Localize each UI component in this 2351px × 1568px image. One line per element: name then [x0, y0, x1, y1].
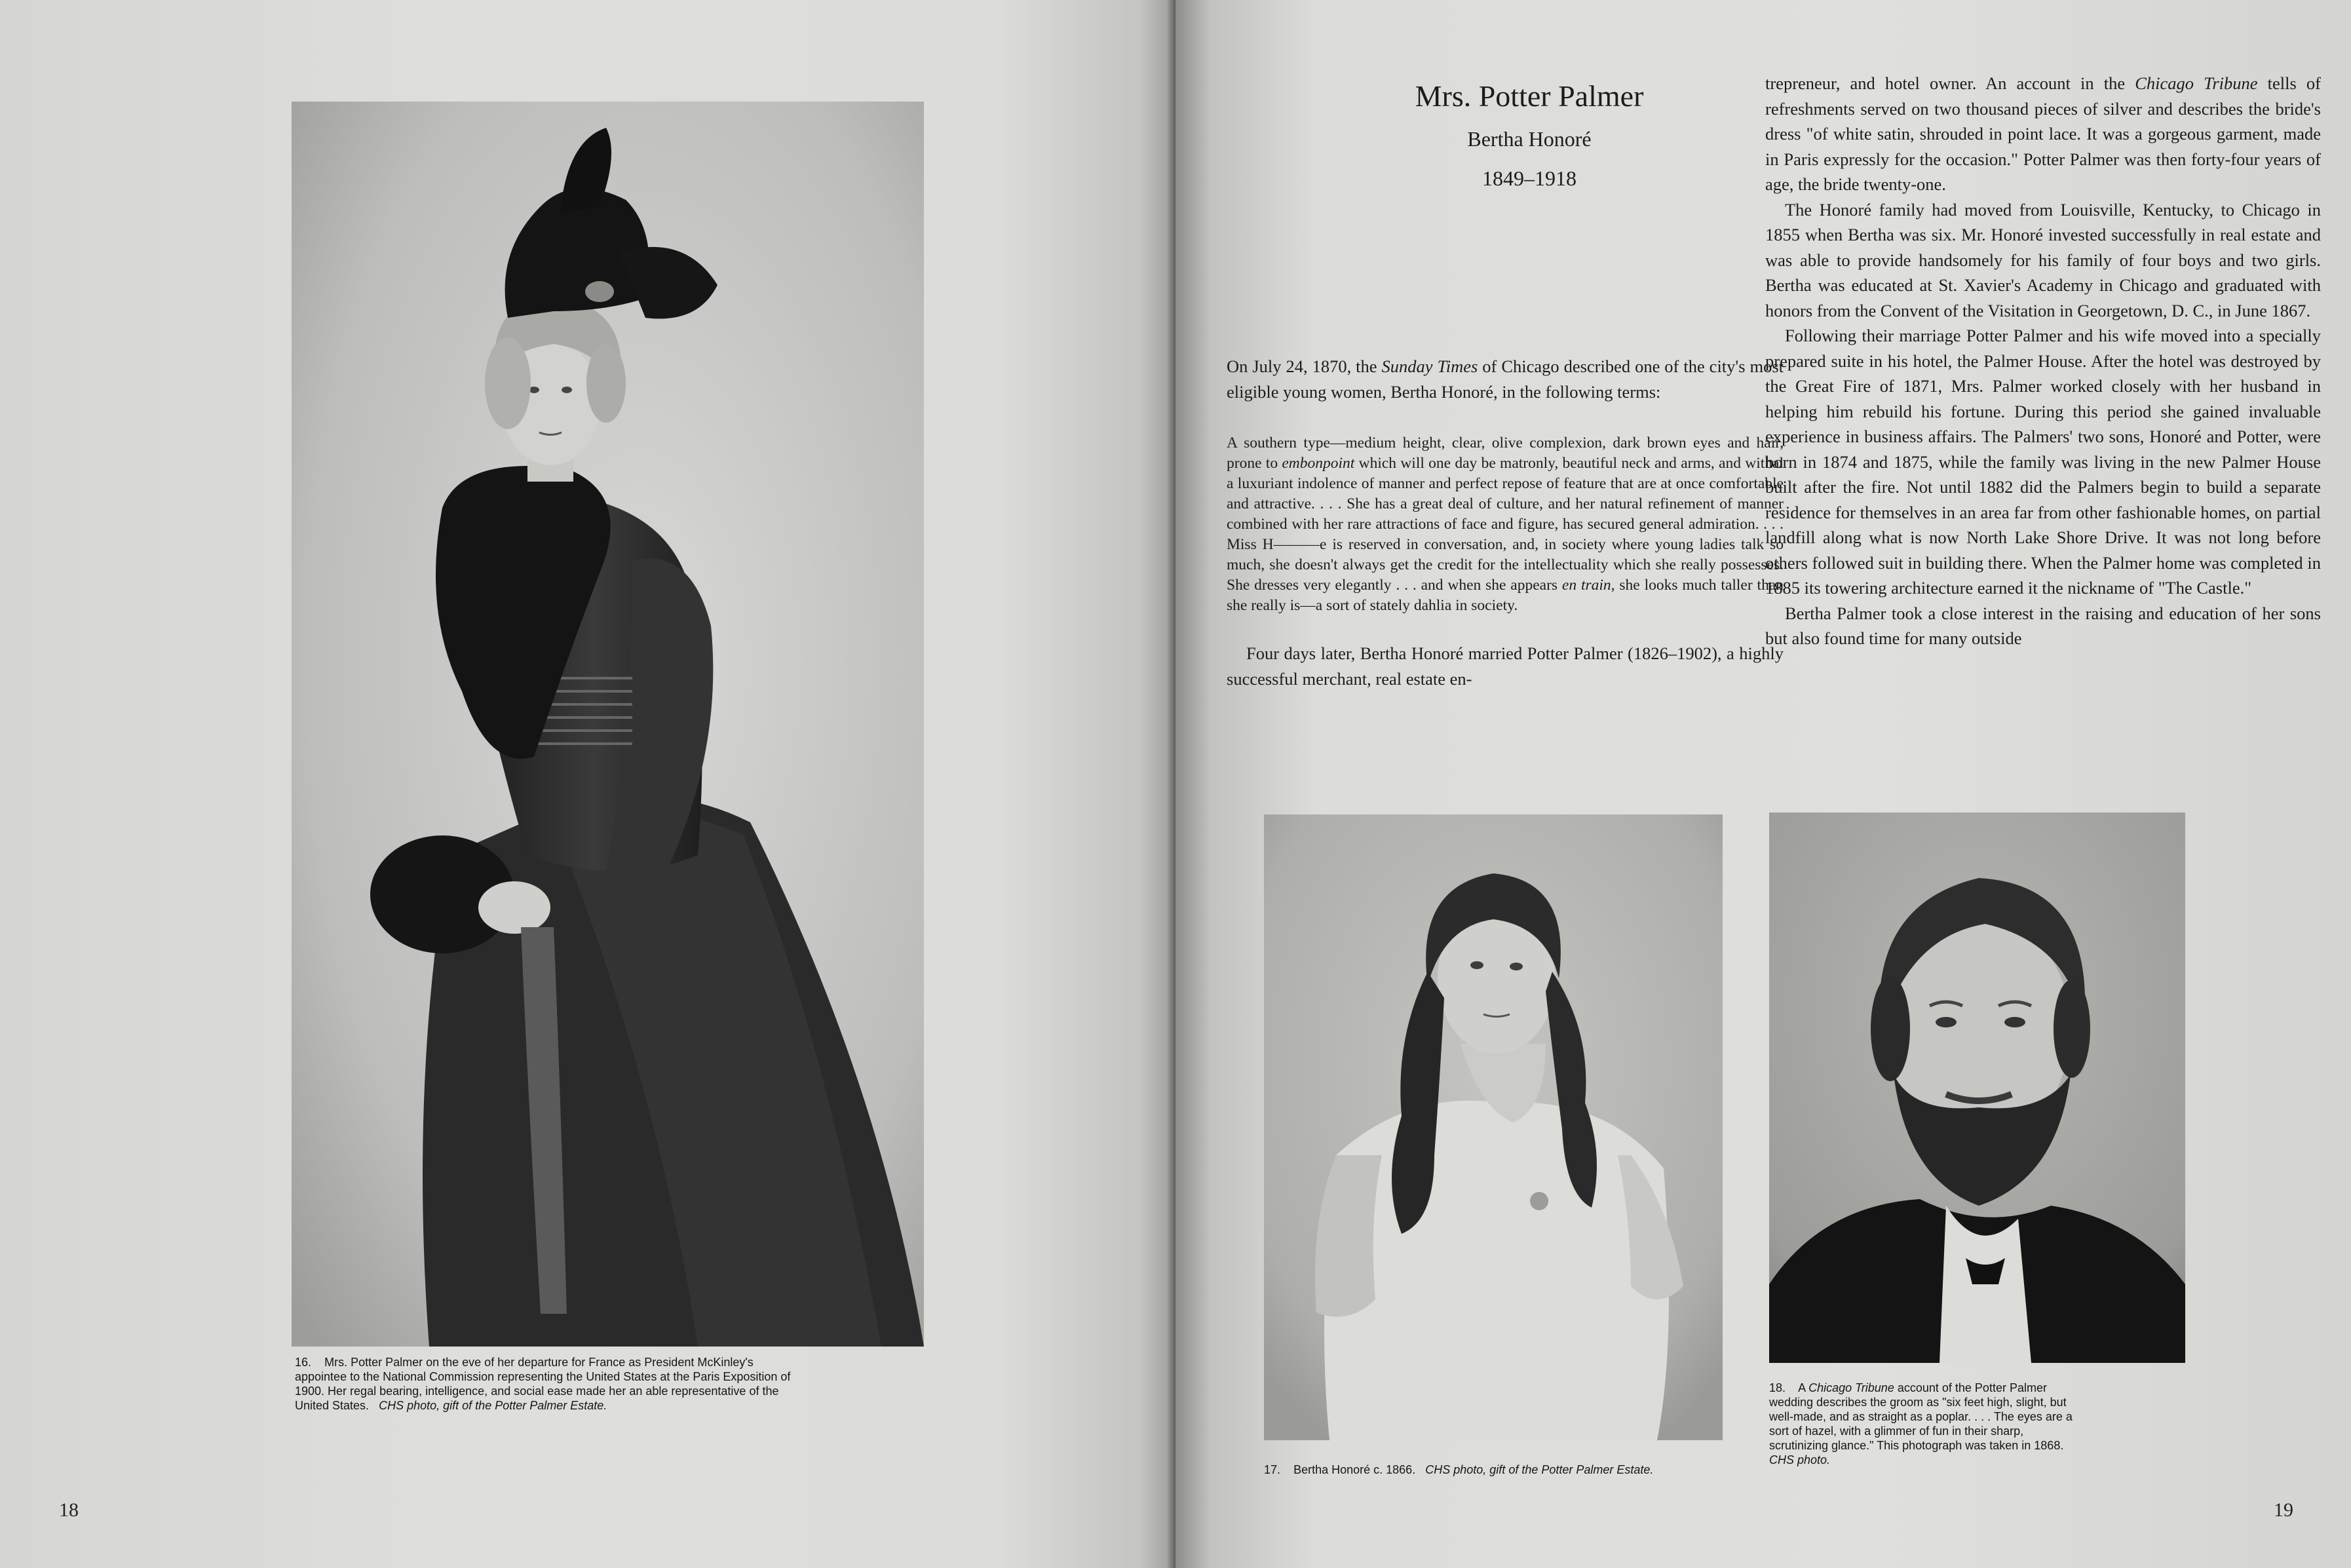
text-column-left: [1227, 354, 1784, 691]
page-number-right: 19: [2274, 1499, 2293, 1521]
four-days-paragraph: Four days later, Bertha Honoré married Potter Palmer (1826–1902), a highly successful merchant, real estate en-: [1227, 643, 1784, 689]
caption-16-credit: CHS photo, gift of the Potter Palmer Estate.: [379, 1399, 607, 1412]
caption-16: [295, 1355, 806, 1413]
article-subtitle: Bertha Honoré: [1467, 127, 1592, 151]
caption-18-text-a: A: [1798, 1381, 1809, 1394]
photo-potter-palmer: [1769, 813, 2185, 1363]
caption-18-text-b: account of the Potter Palmer wedding describes the groom as "six feet high, slight, but well-made, and as straight as a poplar. . . . The eyes are a sort of hazel, with a glimmer of fun in their sharp, scrutinizing glance." This photograph was taken in 1868.: [1769, 1381, 2076, 1452]
photo-bertha-honore: [1264, 814, 1723, 1440]
text-column-right: [1765, 71, 2321, 651]
caption-16-number: 16.: [295, 1356, 312, 1369]
page-number-left: 18: [59, 1499, 79, 1521]
caption-16-text: Mrs. Potter Palmer on the eve of her departure for France as President McKinley's appointee to the National Commission representing the United States at the Paris Exposition of 1900. Her regal bearing, intelligence, and social ease made her an able representative of the United States.: [295, 1356, 794, 1412]
caption-18-credit: CHS photo.: [1769, 1453, 1831, 1466]
col2-paragraph-2: The Honoré family had moved from Louisville, Kentucky, to Chicago in 1855 when Bertha was six. Mr. Honoré invested successfully in real estate and was able to provide handsomely for his family of four boys and two girls. Bertha was educated at St. Xavier's Academy in Chicago and graduated with honors from the Convent of the Visitation in Georgetown, D. C., in June 1867.: [1765, 199, 2321, 320]
article-title-block: [1293, 73, 1765, 198]
article-dates: 1849–1918: [1482, 166, 1577, 190]
col2-paragraph-3: Following their marriage Potter Palmer and his wife moved into a specially prepared suite in his hotel, the Palmer House. After the hotel was destroyed by the Great Fire of 1871, Mrs. Palmer worked closely with her husband in helping him rebuild his fortune. During this period she gained invaluable experience in business affairs. The Palmers' two sons, Honoré and Potter, were born in 1874 and 1875, while the family was living in the new Palmer House built after the fire. Not until 1882 did the Palmers begin to build a separate residence for themselves in an area far from other fashionable homes, on partial landfill along what is now North Lake Shore Drive. It was not long before others followed suit in building there. When the Palmer home was completed in 1885 its towering architecture earned it the nickname of "The Castle.": [1765, 326, 2321, 598]
caption-17: [1264, 1463, 1670, 1477]
caption-18: [1769, 1381, 2077, 1467]
caption-17-text: Bertha Honoré c. 1866.: [1293, 1463, 1416, 1476]
photo-mrs-potter-palmer-portrait: [292, 102, 924, 1347]
caption-18-text-italic: Chicago Tribune: [1808, 1381, 1894, 1394]
caption-17-number: 17.: [1264, 1463, 1281, 1476]
col2-paragraph-1: trepreneur, and hotel owner. An account in the Chicago Tribune tells of refreshments served on two thousand pieces of silver and describes the bride's dress "of white satin, shrouded in point lace. It was a gorgeous garment, made in Paris expressly for the occasion." Potter Palmer was then forty-four years of age, the bride twenty-one.: [1765, 73, 2321, 194]
caption-18-number: 18.: [1769, 1381, 1786, 1394]
caption-17-credit: CHS photo, gift of the Potter Palmer Estate.: [1425, 1463, 1654, 1476]
right-page: [1176, 0, 2351, 1568]
col2-paragraph-4: Bertha Palmer took a close interest in the raising and education of her sons but also found time for many outside: [1765, 603, 2321, 648]
block-quote: A southern type—medium height, clear, olive complexion, dark brown eyes and hair, prone to embonpoint which will one day be matronly, beautiful neck and arms, and withal a luxuriant indolence of manner and perfect repose of feature that are at once comfortable and attractive. . . . She has a great deal of culture, and her natural refinement of manner combined with her rare attractions of face and figure, has secured general admiration. . . . Miss H———e is reserved in conversation, and, in society where young ladies talk so much, she doesn't always get the credit for the intellectuality which she really possesses. She dresses very elegantly . . . and when she appears en train, she looks much taller than she really is—a sort of stately dahlia in society.: [1227, 434, 1784, 614]
article-title: Mrs. Potter Palmer: [1415, 79, 1644, 113]
intro-paragraph: On July 24, 1870, the Sunday Times of Chicago described one of the city's most eligible young women, Bertha Honoré, in the following terms:: [1227, 356, 1784, 402]
